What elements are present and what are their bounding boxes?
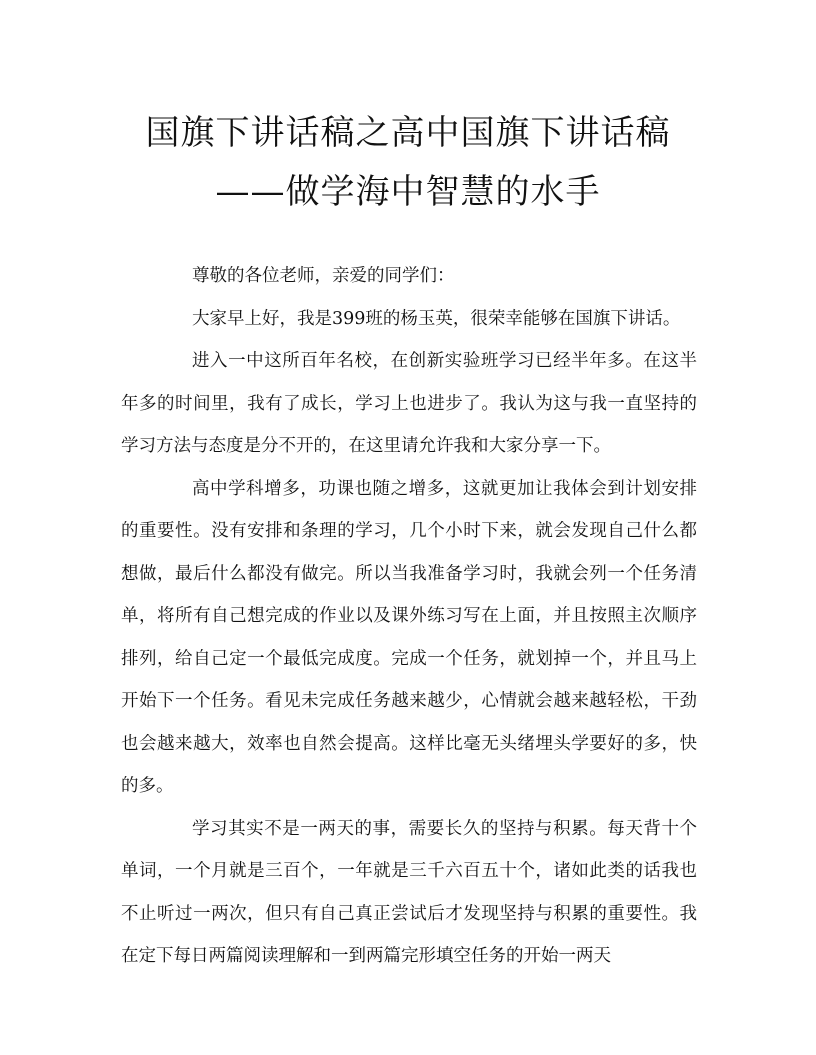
body-paragraph: 高中学科增多，功课也随之增多，这就更加让我体会到计划安排的重要性。没有安排和条理的学习，几个小时下来，就会发现自己什么都想做，最后什么都没有做完。所以当我准备学习时，我就会列一个任务清单，将所有自己想完成的作业以及课外练习写在上面，并且按照主次顺序排列，给自己定一个最低完成度。完成一个任务，就划掉一个，并且马上开始下一个任务。看见未完成任务越来越少，心情就会越来越轻松，干劲也会越来越大，效率也自然会提高。这样比毫无头绪埋头学要好的多，快的多。 (121, 478, 697, 796)
document-subtitle: ——做学海中智慧的水手 (215, 172, 601, 212)
document-body (121, 255, 697, 978)
body-paragraph: 学习其实不是一两天的事，需要长久的坚持与积累。每天背十个单词，一个月就是三百个，一年就是三千六百五十个，诸如此类的话我也不止听过一两次，但只有自己真正尝试后才发现坚持与积累的重要性。我在定下每日两篇阅读理解和一到两篇完形填空任务的开始一两天 (121, 818, 697, 966)
greeting-paragraph: 大家早上好，我是399班的杨玉英，很荣幸能够在国旗下讲话。 (192, 308, 681, 329)
salutation-paragraph: 尊敬的各位老师，亲爱的同学们： (192, 266, 455, 286)
document-title: 国旗下讲话稿之高中国旗下讲话稿 (145, 113, 671, 153)
body-paragraph: 进入一中这所百年名校，在创新实验班学习已经半年多。在这半年多的时间里，我有了成长，学习上也进步了。我认为这与我一直坚持的学习方法与态度是分不开的，在这里请允许我和大家分享一下。 (121, 351, 697, 456)
